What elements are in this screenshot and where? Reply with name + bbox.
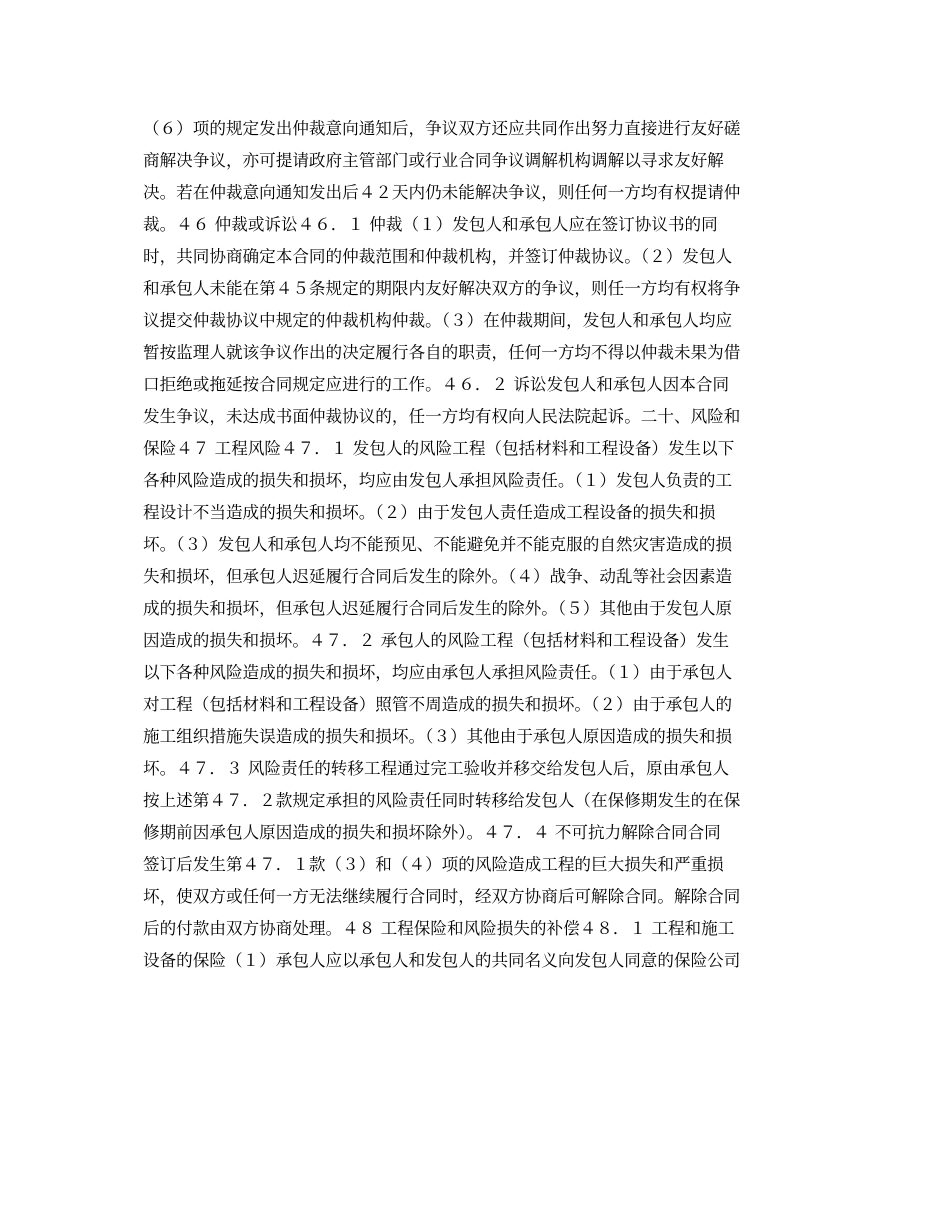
text-line: 修期前因承包人原因造成的损失和损坏除外）。４７．４ 不可抗力解除合同合同 [143,823,721,842]
text-line: 对工程（包括材料和工程设备）照管不周造成的损失和损坏。（２）由于承包人的 [143,695,733,714]
text-line: 施工组织措施失误造成的损失和损坏。（３）其他由于承包人原因造成的损失和损 [143,727,733,746]
text-line: 议提交仲裁协议中规定的仲裁机构仲裁。（３）在仲裁期间，发包人和承包人均应 [143,311,733,330]
text-line: 和承包人未能在第４５条规定的期限内友好解决双方的争议，则任一方均有权将争 [143,279,741,298]
text-line: 决。若在仲裁意向通知发出后４２天内仍未能解决争议，则任何一方均有权提请仲 [143,183,741,202]
text-line: 各种风险造成的损失和损坏，均应由发包人承担风险责任。（１）发包人负责的工 [143,471,733,490]
text-line: 因造成的损失和损坏。４７．２ 承包人的风险工程（包括材料和工程设备）发生 [143,631,730,650]
text-line: （６）项的规定发出仲裁意向通知后，争议双方还应共同作出努力直接进行友好磋 [143,119,741,138]
text-line: 坏，使双方或任何一方无法继续履行合同时，经双方协商后可解除合同。解除合同 [143,887,741,906]
text-line: 按上述第４７．２款规定承担的风险责任同时转移给发包人（在保修期发生的在保 [143,791,741,810]
text-line: 时，共同协商确定本合同的仲裁范围和仲裁机构，并签订仲裁协议。（２）发包人 [143,247,733,266]
text-line: 失和损坏，但承包人迟延履行合同后发生的除外。（４）战争、动乱等社会因素造 [143,567,733,586]
text-line: 坏。（３）发包人和承包人均不能预见、不能避免并不能克服的自然灾害造成的损 [143,535,733,554]
text-line: 程设计不当造成的损失和损坏。（２）由于发包人责任造成工程设备的损失和损 [143,503,716,522]
text-line: 商解决争议，亦可提请政府主管部门或行业合同争议调解机构调解以寻求友好解 [143,151,724,170]
text-line: 签订后发生第４７．１款（３）和（４）项的风险造成工程的巨大损失和严重损 [143,855,724,874]
text-line: 暂按监理人就该争议作出的决定履行各自的职责，任何一方均不得以仲裁未果为借 [143,343,741,362]
text-line: 发生争议，未达成书面仲裁协议的，任一方均有权向人民法院起诉。二十、风险和 [143,407,741,426]
text-line: 设备的保险（１）承包人应以承包人和发包人的共同名义向发包人同意的保险公司 [143,951,741,970]
text-line: 成的损失和损坏，但承包人迟延履行合同后发生的除外。（５）其他由于发包人原 [143,599,733,618]
body-text [143,113,823,977]
text-line: 裁。４６ 仲裁或诉讼４６．１ 仲裁（１）发包人和承包人应在签订协议书的同 [143,215,718,234]
text-line: 坏。４７．３ 风险责任的转移工程通过完工验收并移交给发包人后，原由承包人 [143,759,730,778]
text-line: 口拒绝或拖延按合同规定应进行的工作。４６．２ 诉讼发包人和承包人因本合同 [143,375,730,394]
text-line: 以下各种风险造成的损失和损坏，均应由承包人承担风险责任。（１）由于承包人 [143,663,733,682]
text-line: 后的付款由双方协商处理。４８ 工程保险和风险损失的补偿４８．１ 工程和施工 [143,919,735,938]
text-line: 保险４７ 工程风险４７．１ 发包人的风险工程（包括材料和工程设备）发生以下 [143,439,735,458]
